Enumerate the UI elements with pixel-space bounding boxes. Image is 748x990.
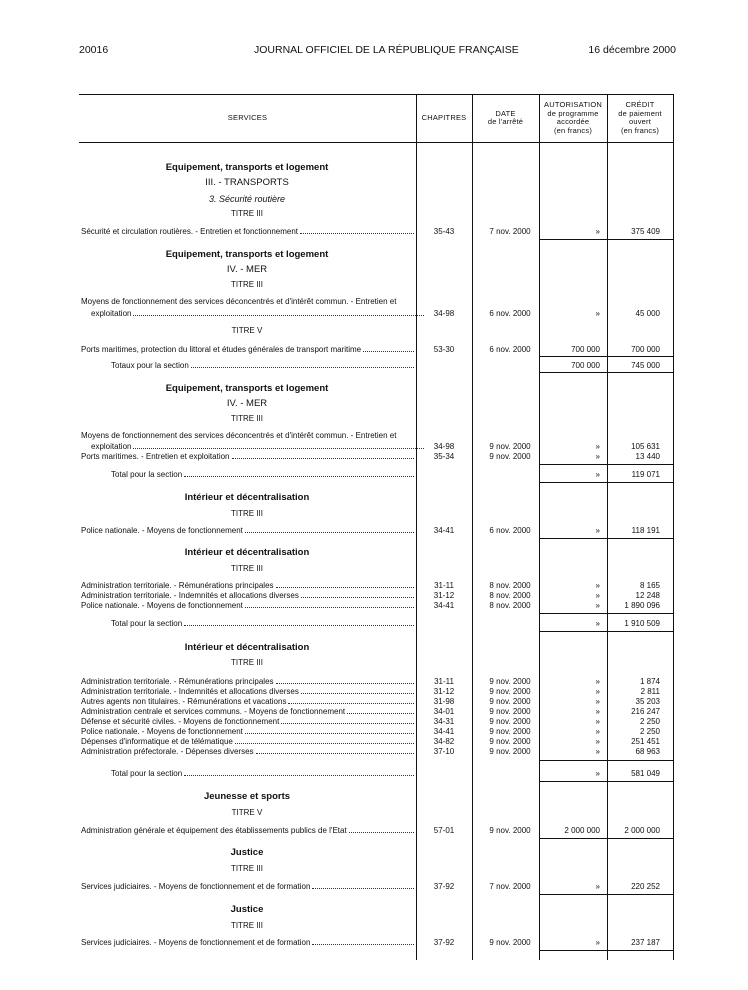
table-row: Administration préfectorale. - Dépenses diverses 37-10 9 nov. 2000 » 68 963 bbox=[81, 747, 660, 756]
table-row: Administration générale et équipement des établissements publics de l'Etat 57-01 9 nov. 2000 2 000 000 2 000 000 bbox=[81, 826, 660, 835]
titre-label: TITRE III bbox=[231, 209, 263, 218]
table-row: Services judiciaires. - Moyens de fonctionnement et de formation 37-92 7 nov. 2000 » 220 252 bbox=[81, 882, 660, 891]
titre-label: TITRE III bbox=[231, 921, 263, 930]
section-subheading: III. - TRANSPORTS bbox=[205, 177, 289, 188]
page-number: 20016 bbox=[79, 44, 109, 56]
titre-label: TITRE III bbox=[231, 509, 263, 518]
section-rule bbox=[540, 838, 674, 839]
col-header-credit: CRÉDIT de paiement ouvert (en francs) bbox=[618, 100, 662, 135]
journal-title: JOURNAL OFFICIEL DE LA RÉPUBLIQUE FRANÇAISE bbox=[254, 44, 519, 56]
section-heading: Equipement, transports et logement bbox=[165, 249, 329, 260]
total-rule bbox=[540, 464, 674, 465]
table-row: Administration territoriale. - Indemnités et allocations diverses 31-12 9 nov. 2000 » 2 811 bbox=[81, 687, 660, 696]
table-row: Ports maritimes, protection du littoral et études générales de transport maritime 53-30 6 nov. 2000 700 000 700 000 bbox=[81, 345, 660, 354]
titre-label: TITRE III bbox=[231, 864, 263, 873]
table-row: Administration territoriale. - Rémunérations principales 31-11 8 nov. 2000 » 8 165 bbox=[81, 581, 660, 590]
table-row: Police nationale. - Moyens de fonctionnement 34-41 6 nov. 2000 » 118 191 bbox=[81, 526, 660, 535]
table-row: Autres agents non titulaires. - Rémunérations et vacations 31-98 9 nov. 2000 » 35 203 bbox=[81, 697, 660, 706]
table-row: Police nationale. - Moyens de fonctionnement 34-41 9 nov. 2000 » 2 250 bbox=[81, 727, 660, 736]
section-rule bbox=[540, 372, 674, 373]
row-text-line: Moyens de fonctionnement des services déconcentrés et d'intérêt commun. - Entretien et bbox=[81, 297, 397, 306]
section-rule bbox=[540, 482, 674, 483]
col-header-chapitres: CHAPITRES bbox=[421, 112, 467, 122]
credits-table bbox=[79, 94, 674, 960]
table-row: Administration territoriale. - Rémunérations principales 31-11 9 nov. 2000 » 1 874 bbox=[81, 677, 660, 686]
section-heading: Justice bbox=[230, 904, 264, 915]
table-row: Police nationale. - Moyens de fonctionnement 34-41 8 nov. 2000 » 1 890 096 bbox=[81, 601, 660, 610]
section-heading: Jeunesse et sports bbox=[203, 791, 291, 802]
row-text-line: Moyens de fonctionnement des services déconcentrés et d'intérêt commun. - Entretien et bbox=[81, 431, 397, 440]
table-row: exploitation 34-98 6 nov. 2000 » 45 000 bbox=[91, 309, 660, 318]
section-rule bbox=[540, 950, 674, 951]
section-heading: Intérieur et décentralisation bbox=[184, 547, 310, 558]
total-row: Total pour la section » 581 049 bbox=[111, 769, 660, 778]
total-rule bbox=[540, 356, 674, 357]
table-row: Dépenses d'informatique et de télématique 34-82 9 nov. 2000 » 251 451 bbox=[81, 737, 660, 746]
header-rule bbox=[79, 142, 674, 143]
section-rule bbox=[540, 894, 674, 895]
section-rule bbox=[540, 631, 674, 632]
section-rule bbox=[540, 239, 674, 240]
section-subheading: 3. Sécurité routière bbox=[208, 194, 286, 204]
section-heading: Intérieur et décentralisation bbox=[184, 642, 310, 653]
col-header-date: DATE de l'arrêté bbox=[487, 108, 524, 126]
total-rule bbox=[540, 613, 674, 614]
section-heading: Equipement, transports et logement bbox=[165, 162, 329, 173]
table-row: Administration territoriale. - Indemnités et allocations diverses 31-12 8 nov. 2000 » 12 248 bbox=[81, 591, 660, 600]
titre-label: TITRE V bbox=[231, 326, 263, 335]
total-rule bbox=[540, 760, 674, 761]
total-row: Total pour la section » 119 071 bbox=[111, 470, 660, 479]
col-header-autorisation: AUTORISATION de programme accordée (en francs) bbox=[544, 100, 602, 135]
total-row: Totaux pour la section 700 000 745 000 bbox=[111, 361, 660, 370]
section-rule bbox=[540, 538, 674, 539]
table-row: Défense et sécurité civiles. - Moyens de fonctionnement 34-31 9 nov. 2000 » 2 250 bbox=[81, 717, 660, 726]
table-row: Services judiciaires. - Moyens de fonctionnement et de formation 37-92 9 nov. 2000 » 237 187 bbox=[81, 938, 660, 947]
section-subheading: IV. - MER bbox=[226, 398, 268, 409]
section-rule bbox=[540, 781, 674, 782]
section-heading: Equipement, transports et logement bbox=[165, 383, 329, 394]
table-row: Ports maritimes. - Entretien et exploitation 35-34 9 nov. 2000 » 13 440 bbox=[81, 452, 660, 461]
section-heading: Intérieur et décentralisation bbox=[184, 492, 310, 503]
table-row: Administration centrale et services communs. - Moyens de fonctionnement 34-01 9 nov. 2000 » 216 247 bbox=[81, 707, 660, 716]
table-row: exploitation 34-98 9 nov. 2000 » 105 631 bbox=[91, 442, 660, 451]
section-heading: Justice bbox=[230, 847, 264, 858]
titre-label: TITRE III bbox=[231, 414, 263, 423]
titre-label: TITRE III bbox=[231, 658, 263, 667]
section-subheading: IV. - MER bbox=[226, 264, 268, 275]
titre-label: TITRE III bbox=[231, 280, 263, 289]
titre-label: TITRE V bbox=[231, 808, 263, 817]
col-header-services: SERVICES bbox=[227, 112, 268, 122]
total-row: Total pour la section » 1 910 509 bbox=[111, 619, 660, 628]
table-row: Sécurité et circulation routières. - Entretien et fonctionnement 35-43 7 nov. 2000 » 375 409 bbox=[81, 227, 660, 236]
titre-label: TITRE III bbox=[231, 564, 263, 573]
issue-date: 16 décembre 2000 bbox=[588, 44, 676, 56]
